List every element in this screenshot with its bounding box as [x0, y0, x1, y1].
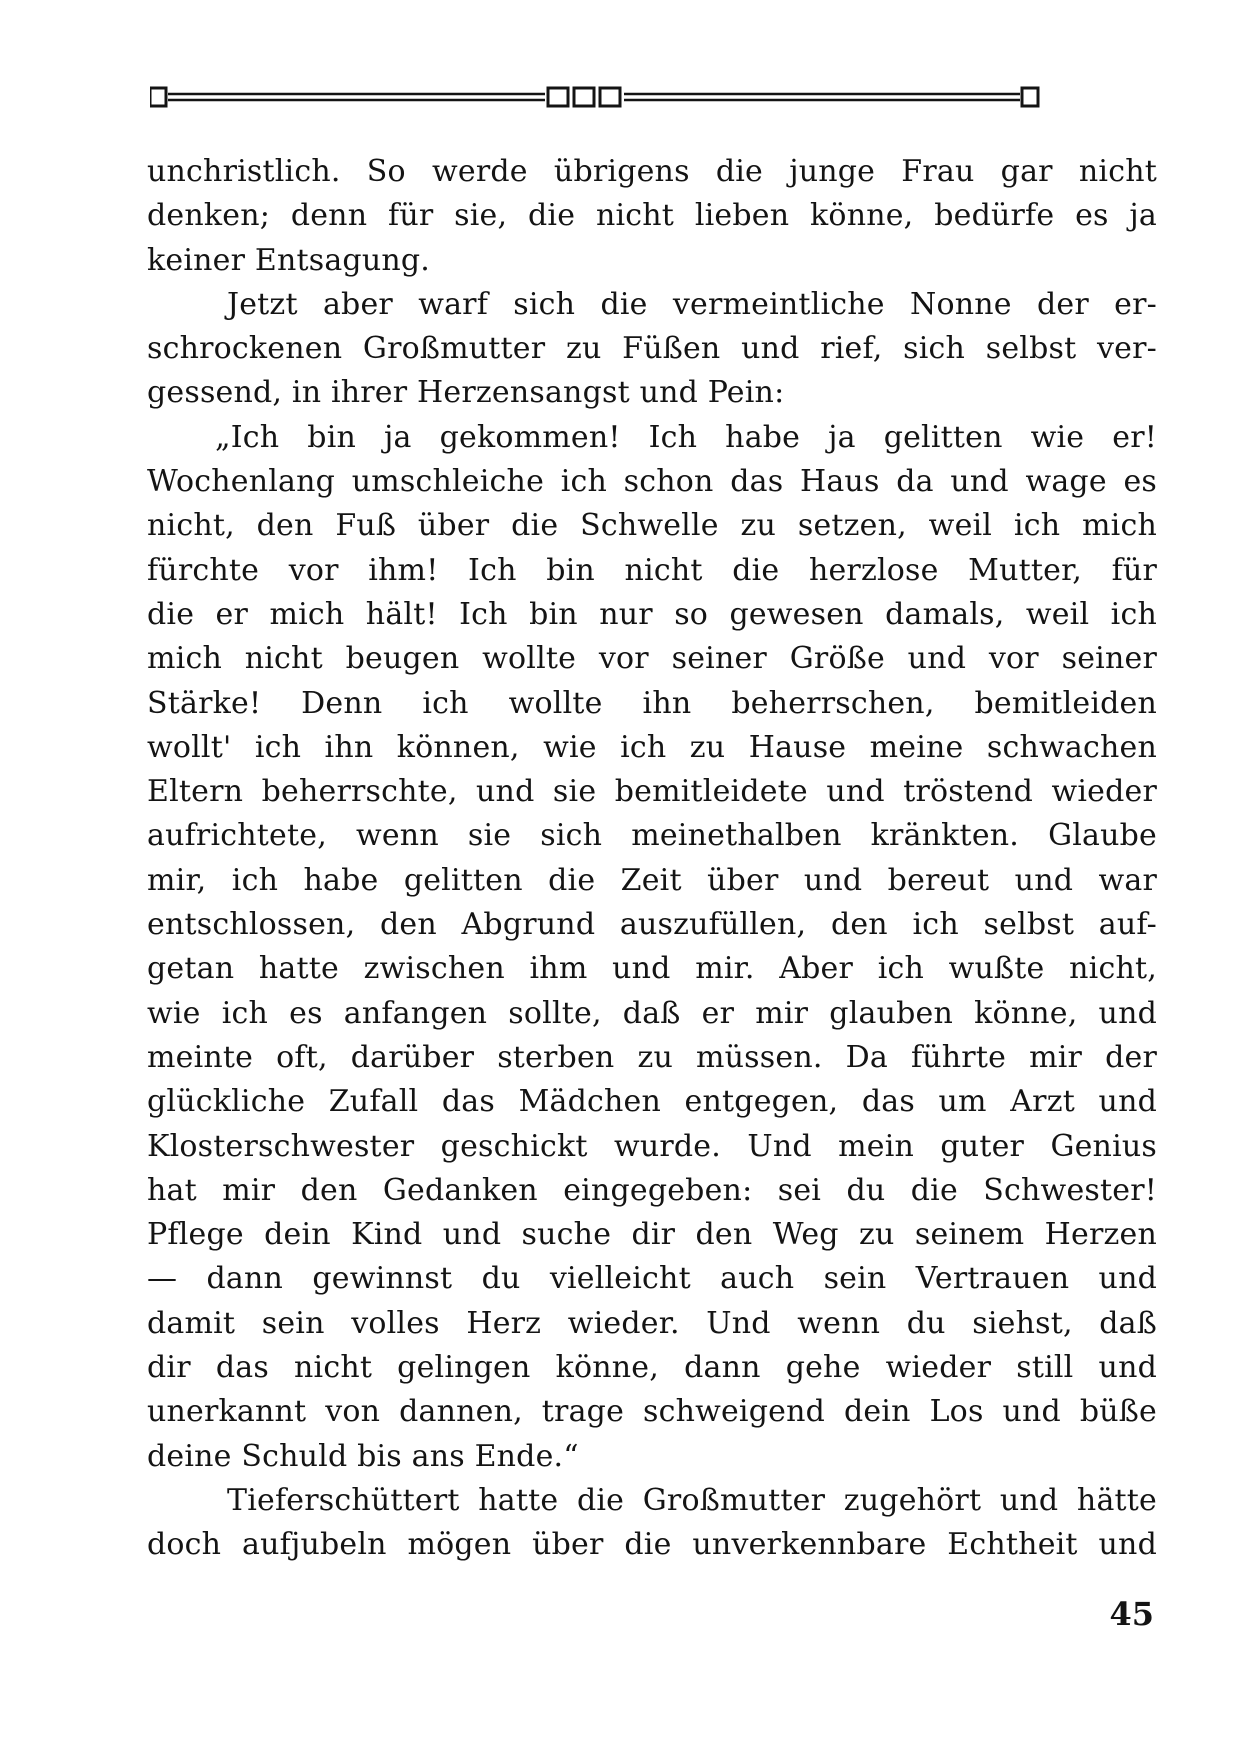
text-line: schrockenen Großmutter zu Füßen und rief, sich selbst ver- [147, 331, 1157, 367]
text-line: aufrichtete, wenn sie sich meinethalben kränkten. Glaube [147, 818, 1157, 854]
text-line: Tieferschüttert hatte die Großmutter zugehört und hätte [227, 1482, 1157, 1518]
text-line: keiner Entsagung. [147, 242, 431, 278]
text-line: Jetzt aber warf sich die vermeintliche Nonne der er- [227, 286, 1157, 322]
text-line: — dann gewinnst du vielleicht auch sein Vertrauen und [147, 1261, 1157, 1297]
text-line: unchristlich. So werde übrigens die junge Frau gar nicht [147, 154, 1157, 189]
text-line: denken; denn für sie, die nicht lieben könne, bedürfe es ja [147, 198, 1157, 234]
text-line: glückliche Zufall das Mädchen entgegen, das um Arzt und [147, 1084, 1157, 1120]
text-line: Stärke! Denn ich wollte ihn beherrschen, bemitleiden [147, 685, 1157, 721]
text-line: doch aufjubeln mögen über die unverkennbare Echtheit und [147, 1527, 1157, 1563]
text-line: deine Schuld bis ans Ende.“ [147, 1438, 579, 1474]
text-line: gessend, in ihrer Herzensangst und Pein: [147, 375, 785, 411]
text-line: mir, ich habe gelitten die Zeit über und bereut und war [147, 862, 1157, 898]
text-line: mich nicht beugen wollte vor seiner Größe und vor seiner [147, 641, 1157, 677]
text-line: Wochenlang umschleiche ich schon das Haus da und wage es [147, 464, 1157, 500]
text-line: dir das nicht gelingen könne, dann gehe wieder still und [147, 1350, 1157, 1386]
text-line: Pflege dein Kind und suche dir den Weg zu seinem Herzen [147, 1217, 1157, 1253]
text-line: „Ich bin ja gekommen! Ich habe ja gelitten wie er! [215, 419, 1157, 455]
text-line: fürchte vor ihm! Ich bin nicht die herzlose Mutter, für [147, 552, 1157, 588]
header-ornament [150, 82, 1150, 122]
text-line: damit sein volles Herz wieder. Und wenn du siehst, daß [147, 1305, 1157, 1341]
text-line: wie ich es anfangen sollte, daß er mir glauben könne, und [147, 995, 1157, 1031]
text-line: unerkannt von dannen, trage schweigend dein Los und büße [147, 1394, 1157, 1430]
text-line: getan hatte zwischen ihm und mir. Aber ich wußte nicht, [147, 951, 1157, 987]
text-line: wollt' ich ihn können, wie ich zu Hause meine schwachen [147, 729, 1157, 765]
page-number: 45 [1109, 1595, 1154, 1633]
text-line: entschlossen, den Abgrund auszufüllen, den ich selbst auf- [147, 907, 1157, 943]
text-line: meinte oft, darüber sterben zu müssen. Da führte mir der [147, 1039, 1157, 1075]
text-line: nicht, den Fuß über die Schwelle zu setzen, weil ich mich [147, 508, 1157, 544]
text-line: Klosterschwester geschickt wurde. Und mein guter Genius [147, 1128, 1157, 1164]
text-line: hat mir den Gedanken eingegeben: sei du die Schwester! [147, 1172, 1157, 1208]
text-line: Eltern beherrschte, und sie bemitleidete und tröstend wieder [147, 774, 1157, 810]
body-text [147, 150, 1157, 1568]
text-line: die er mich hält! Ich bin nur so gewesen damals, weil ich [147, 596, 1157, 632]
